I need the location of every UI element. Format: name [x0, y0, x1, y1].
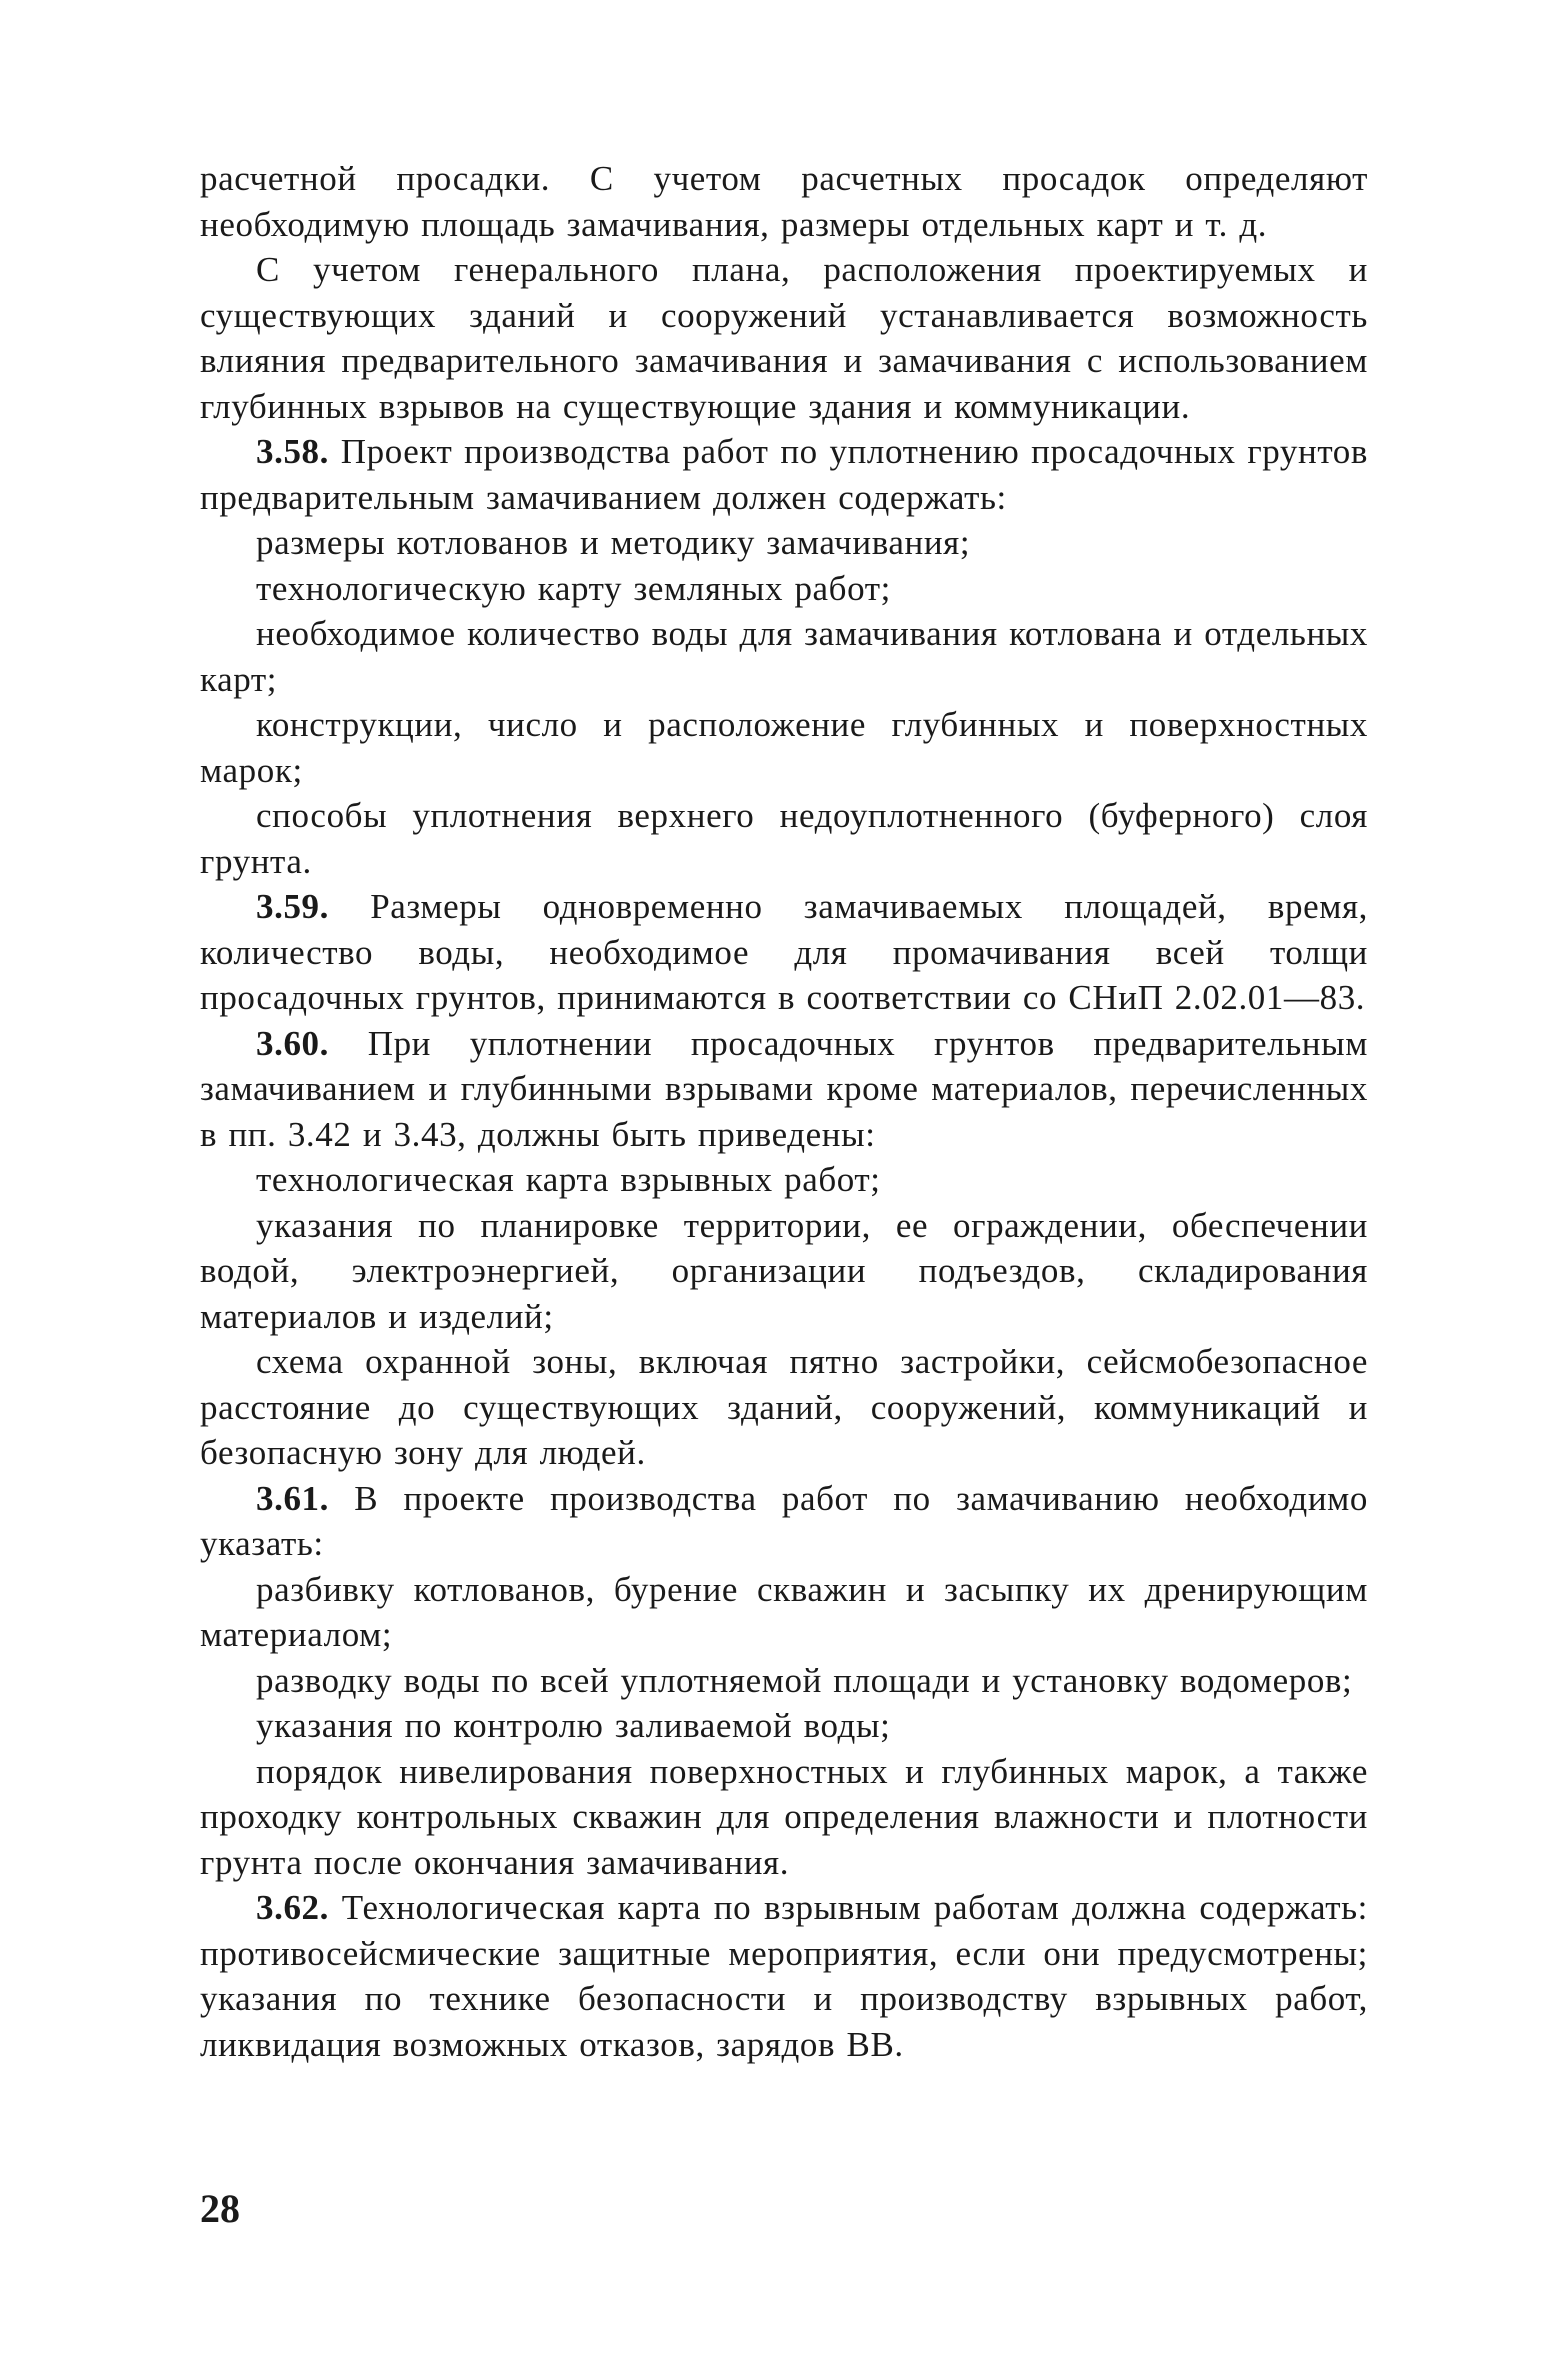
paragraph-text: размеры котлованов и методику замачивания; — [256, 523, 971, 562]
paragraph-text: При уплотнении просадочных грунтов предварительным замачиванием и глубинными взрывами кроме материалов, перечисленных в пп. 3.42 и 3.43, должны быть приведены: — [200, 1023, 1368, 1154]
body-text — [200, 156, 1368, 2067]
section-number: 3.58. — [256, 432, 329, 471]
section-number: 3.62. — [256, 1888, 329, 1927]
paragraph-text: С учетом генерального плана, расположения проектируемых и существующих зданий и сооружений устанавливается возможность влияния предварительного замачивания и замачивания с использованием глубинных взрывов на существующие здания и коммуникации. — [200, 250, 1368, 426]
paragraph-text: указания по планировке территории, ее ограждении, обеспечении водой, электроэнергией, организации подъездов, складирования материалов и изделий; — [200, 1205, 1368, 1336]
paragraph-continuation — [200, 156, 1368, 247]
paragraph-general-plan — [200, 247, 1368, 429]
list-item — [200, 566, 1368, 612]
list-item — [200, 1567, 1368, 1658]
section-3-59 — [200, 884, 1368, 1021]
paragraph-text: расчетной просадки. С учетом расчетных просадок определяют необходимую площадь замачивания, размеры отдельных карт и т. д. — [200, 159, 1368, 244]
paragraph-text: указания по контролю заливаемой воды; — [256, 1706, 891, 1745]
section-3-60 — [200, 1021, 1368, 1158]
section-3-62 — [200, 1885, 1368, 2067]
paragraph-text: В проекте производства работ по замачиванию необходимо указать: — [200, 1478, 1368, 1563]
paragraph-text: необходимое количество воды для замачивания котлована и отдельных карт; — [200, 614, 1368, 699]
list-item — [200, 1157, 1368, 1203]
paragraph-text: Технологическая карта по взрывным работам должна содержать: противосейсмические защитные мероприятия, если они предусмотрены; указания по технике безопасности и производству взрывных работ, ликвидация возможных отказов, зарядов ВВ. — [200, 1888, 1368, 2064]
list-item — [200, 1203, 1368, 1340]
page-number: 28 — [200, 2186, 240, 2231]
paragraph-text: Проект производства работ по уплотнению просадочных грунтов предварительным замачиванием должен содержать: — [200, 432, 1369, 517]
paragraph-text: технологическая карта взрывных работ; — [256, 1160, 881, 1199]
paragraph-text: технологическую карту земляных работ; — [256, 568, 891, 608]
list-item — [200, 702, 1368, 793]
section-number: 3.60. — [256, 1023, 329, 1063]
paragraph-text: схема охранной зоны, включая пятно застройки, сейсмобезопасное расстояние до существующих зданий, сооружений, коммуникаций и безопасную зону для людей. — [200, 1342, 1368, 1472]
list-item — [200, 1749, 1368, 1886]
section-number: 3.61. — [256, 1478, 329, 1518]
paragraph-text: разводку воды по всей уплотняемой площади и установку водомеров; — [256, 1660, 1353, 1700]
paragraph-text: Размеры одновременно замачиваемых площадей, время, количество воды, необходимое для промачивания всей толщи просадочных грунтов, принимаются в соответствии со СНиП 2.02.01—83. — [200, 887, 1369, 1017]
list-item — [200, 793, 1368, 884]
list-item — [200, 520, 1368, 566]
paragraph-text: конструкции, число и расположение глубинных и поверхностных марок; — [200, 705, 1368, 790]
section-number: 3.59. — [256, 887, 329, 926]
list-item — [200, 1703, 1368, 1749]
section-3-61 — [200, 1476, 1368, 1567]
paragraph-text: порядок нивелирования поверхностных и глубинных марок, а также проходку контрольных скважин для определения влажности и плотности грунта после окончания замачивания. — [200, 1751, 1368, 1882]
paragraph-text: способы уплотнения верхнего недоуплотненного (буферного) слоя грунта. — [200, 796, 1368, 881]
list-item — [200, 611, 1368, 702]
section-3-58 — [200, 429, 1368, 520]
paragraph-text: разбивку котлованов, бурение скважин и засыпку их дренирующим материалом; — [200, 1569, 1368, 1654]
list-item — [200, 1339, 1368, 1476]
list-item — [200, 1658, 1368, 1704]
